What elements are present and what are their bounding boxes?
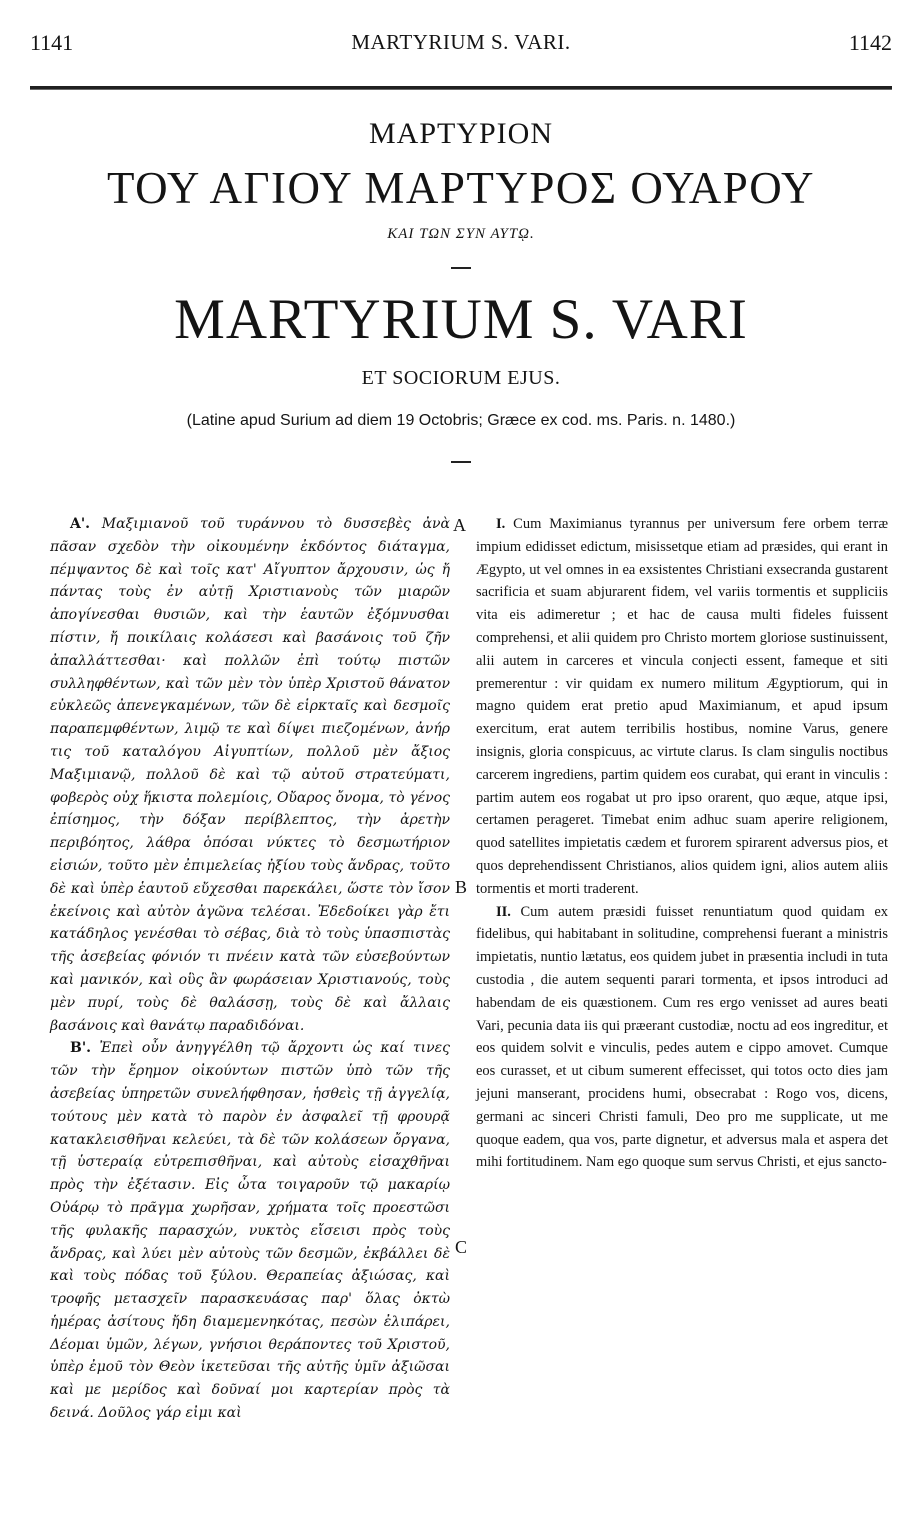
title-block (0, 115, 922, 463)
greek-paragraph-number: Β'. (70, 1040, 91, 1057)
latin-paragraph-text: Cum autem præsidi fuisset renuntiatum quod quidam ex fidelibus, qui habitabant in solitudine, comprehensi fuerant a ministris impietatis, nuntio lætatus, eos quidem jubet in præsentia includi in tuta custodia , die autem sequenti parari tormenta, et ipsos introduci ad habendam de eis quæstionem. Cum res ergo venisset ad aures beati Vari, pecunia data iis qui præerant custodiæ, noctu ad eos ingreditur, et eos quidem solvit e vinculis, pedes autem e cippo amovet. Cumque eos curasset, et ut cibum sumerent effecisset, qui totos octo dies jam jejuni manserant, procidens humi, obsecrabat : Rogo vos, dicens, germani ac sinceri Christi famuli, Deo pro me supplicate, ut me quoque eadem, qua vos, parte dignetur, et adversus mala et aspera det mihi fortitudinem. Nam ego quoque sum servus Christi, et ejus sancto- (476, 903, 889, 1171)
running-header (30, 30, 892, 64)
latin-column (476, 513, 888, 1174)
greek-paragraph-number: Α'. (70, 516, 91, 532)
latin-paragraph-text: Cum Maximianus tyrannus per universum fere orbem terræ impium edidisset edictum, misissetque etiam ad præsides, qui erant in Ægypto, ut vel omnes in ea exsistentes Christiani exsecranda gustarent sacrificia et suam abjurarent fidem, vel variis tormentis et suppliciis vita eis adimeretur ; et hac de causa multi fideles fuissent comprehensi, et alii quidem pro Christo mortem gloriose sustinuissent, alii autem in carceres et vincula conjecti essent, fameque et siti premerentur : vir quidam ex numero militum Ægyptiorum, qui in magno quidem erat pretio apud Maximianum, et apud ipsum exercitum, erat autem terribilis hostibus, nomine Varus, genere insignis, gloria conspicuus, ac virtute clarus. Is clam singulis noctibus carcerem ingrediens, partim quidem eos curabat, qui erant in vinculis : partim autem eos rogabat ut pro ipso orarent, quo æque, atque ipsi, certamen perageret. Timebat enim adhuc suam aperire religionem, quod satellites impietatis cædem et furorem spirarent adversus pios, et quos deprehendissent Christianos, alios quidem igni, alios autem aliis tormentis et morti traderent. (476, 516, 888, 897)
latin-subtitle: ET SOCIORUM EJUS. (361, 367, 561, 389)
latin-paragraph-2 (476, 901, 888, 1175)
greek-title: ΤΟΥ ΑΓΙΟΥ ΜΑΡΤΥΡΟΣ ΟΥΑΡΟΥ (107, 163, 815, 213)
margin-marker-b: B (455, 877, 468, 897)
greek-column (50, 513, 450, 1425)
header-rule (30, 86, 892, 90)
greek-subtitle: ΜΑΡΤΥΡΙΟΝ (368, 117, 554, 150)
running-title: MARTYRIUM S. VARI. (351, 30, 571, 54)
greek-paragraph-1 (50, 513, 450, 1037)
left-page-number: 1141 (30, 30, 74, 55)
margin-marker-a: A (453, 515, 466, 535)
greek-paragraph-2 (50, 1037, 450, 1425)
greek-small-title: ΚΑΙ ΤΩΝ ΣΥΝ ΑΥΤῼ. (387, 226, 535, 242)
title-divider (451, 267, 471, 269)
margin-marker-c: C (455, 1237, 468, 1257)
latin-title: MARTYRIUM S. VARI (174, 288, 748, 351)
greek-paragraph-text: Ἐπεὶ οὖν ἀνηγγέλθη τῷ ἄρχοντι ὡς καί τινες τῶν τὴν ἔρημον οἰκούντων πιστῶν ὑπὸ τῶν τῆς ἀσεβείας ὑπηρετῶν συνελήφθησαν, ἡσθεὶς τῇ ἀγγελίᾳ, τούτους μὲν κατὰ τὸ παρὸν ἐν ἀσφαλεῖ τῇ φρουρᾷ κατακλεισθῆναι κελεύει, τὰ δὲ τῶν κολάσεων ὄργανα, τῇ ὑστεραίᾳ εὐτρεπισθῆναι, καὶ αὐτοὺς εἰσαχθῆναι πρὸς τὴν ἐξέτασιν. Εἰς ὦτα τοιγαροῦν τῷ μακαρίῳ Οὐάρῳ τὸ πρᾶγμα χωρῆσαν, χρήματα τοῖς προεστῶσι τῆς φυλακῆς παρασχών, νυκτὸς εἴσεισι πρὸς τοὺς ἄνδρας, καὶ λύει μὲν αὐτοὺς τῶν δεσμῶν, ἐκβάλλει δὲ καὶ τοὺς πόδας τοῦ ξύλου. Θεραπείας ἀξιώσας, καὶ τροφῆς μετασχεῖν παρασκευάσας παρ' ὅλας ὀκτὼ ἡμέρας ἀσίτους ἤδη διαμεμενηκότας, πεσὼν ἐλιπάρει, Δέομαι ὑμῶν, λέγων, γνήσιοι θεράποντες τοῦ Χριστοῦ, ὑπὲρ ἐμοῦ τὸν Θεὸν ἱκετεῦσαι τῆς αὐτῆς ὑμῖν ἀξιῶσαι καὶ με μερίδος καὶ δοῦναί μοι καρτερίαν πρὸς τὰ δεινά. Δοῦλος γάρ εἰμι καὶ (50, 1040, 450, 1422)
section-divider (451, 461, 471, 463)
greek-paragraph-text: Μαξιμιανοῦ τοῦ τυράννου τὸ δυσσεβὲς ἀνὰ πᾶσαν σχεδὸν τὴν οἰκουμένην ἐκδόντος διάταγμα, πέμψαντος δὲ καὶ τοῖς κατ' Αἴγυπτον ἄρχουσιν, ὡς ἤ πάντας τοὺς ἐν αὐτῇ Χριστιανοὺς τῶν μιαρῶν ἀπογίνεσθαι θυσιῶν, καὶ τὴν ἑαυτῶν ἐξόμνυσθαι πίστιν, ἤ ποικίλαις κολάσεσι καὶ βασάνοις τοῦ ζῆν ἀπαλλάττεσθαι· καὶ πολλῶν ἐπὶ τούτῳ πιστῶν συλληφθέντων, καὶ τῶν μὲν τὸν ὑπὲρ Χριστοῦ θάνατον εὐκλεῶς ἀπενεγκαμένων, τῶν δὲ εἱρκταῖς καὶ δεσμοῖς παραπεμφθέντων, λιμῷ τε καὶ δίψει πιεζομένων, ἀνήρ τις τοῦ καταλόγου Αἰγυπτίων, πολλοῦ μὲν ἄξιος Μαξιμιανῷ, πολλοῦ δὲ καὶ τῷ αὐτοῦ στρατεύματι, φοβερὸς οὐχ ἥκιστα πολεμίοις, Οὔαρος ὄνομα, τὸ γένος ἐπίσημος, τὴν δόξαν περίβλεπτος, τὴν ἀρετὴν περιβόητος, λάθρα ὁπόσαι νύκτες τὸ δεσμωτήριον εἰσιών, τοῦτο μὲν ἐπιμελείας ἠξίου τοὺς ἄνδρας, τοῦτο δὲ καὶ ὑπὲρ ἑαυτοῦ εὔχεσθαι παρεκάλει, ὥστε τὸν ἴσον ἐκείνοις καὶ αὐτὸν ἀγῶνα τελέσαι. Ἐδεδοίκει γὰρ ἔτι κατάδηλος γενέσθαι τὸ σέβας, διὰ τὸ τοὺς ὑπασπιστὰς τῆς ἀσεβείας φόνιόν τι πνέειν κατὰ τῶν εὐσεβούντων καὶ μανικόν, καὶ οὓς ἂν φωράσειαν Χριστιανούς, τοὺς μὲν πυρί, τοὺς δὲ θαλάσσῃ, τοὺς δὲ καὶ ἄλλαις βασάνοις καὶ θανάτῳ παραδιδόναι. (50, 516, 450, 1034)
latin-paragraph-1 (476, 513, 888, 901)
right-page-number: 1142 (848, 30, 892, 55)
latin-paragraph-number: II. (496, 903, 511, 920)
source-note: (Latine apud Surium ad diem 19 Octobris; Græce ex cod. ms. Paris. n. 1480.) (186, 412, 736, 429)
latin-paragraph-number: I. (496, 516, 506, 532)
